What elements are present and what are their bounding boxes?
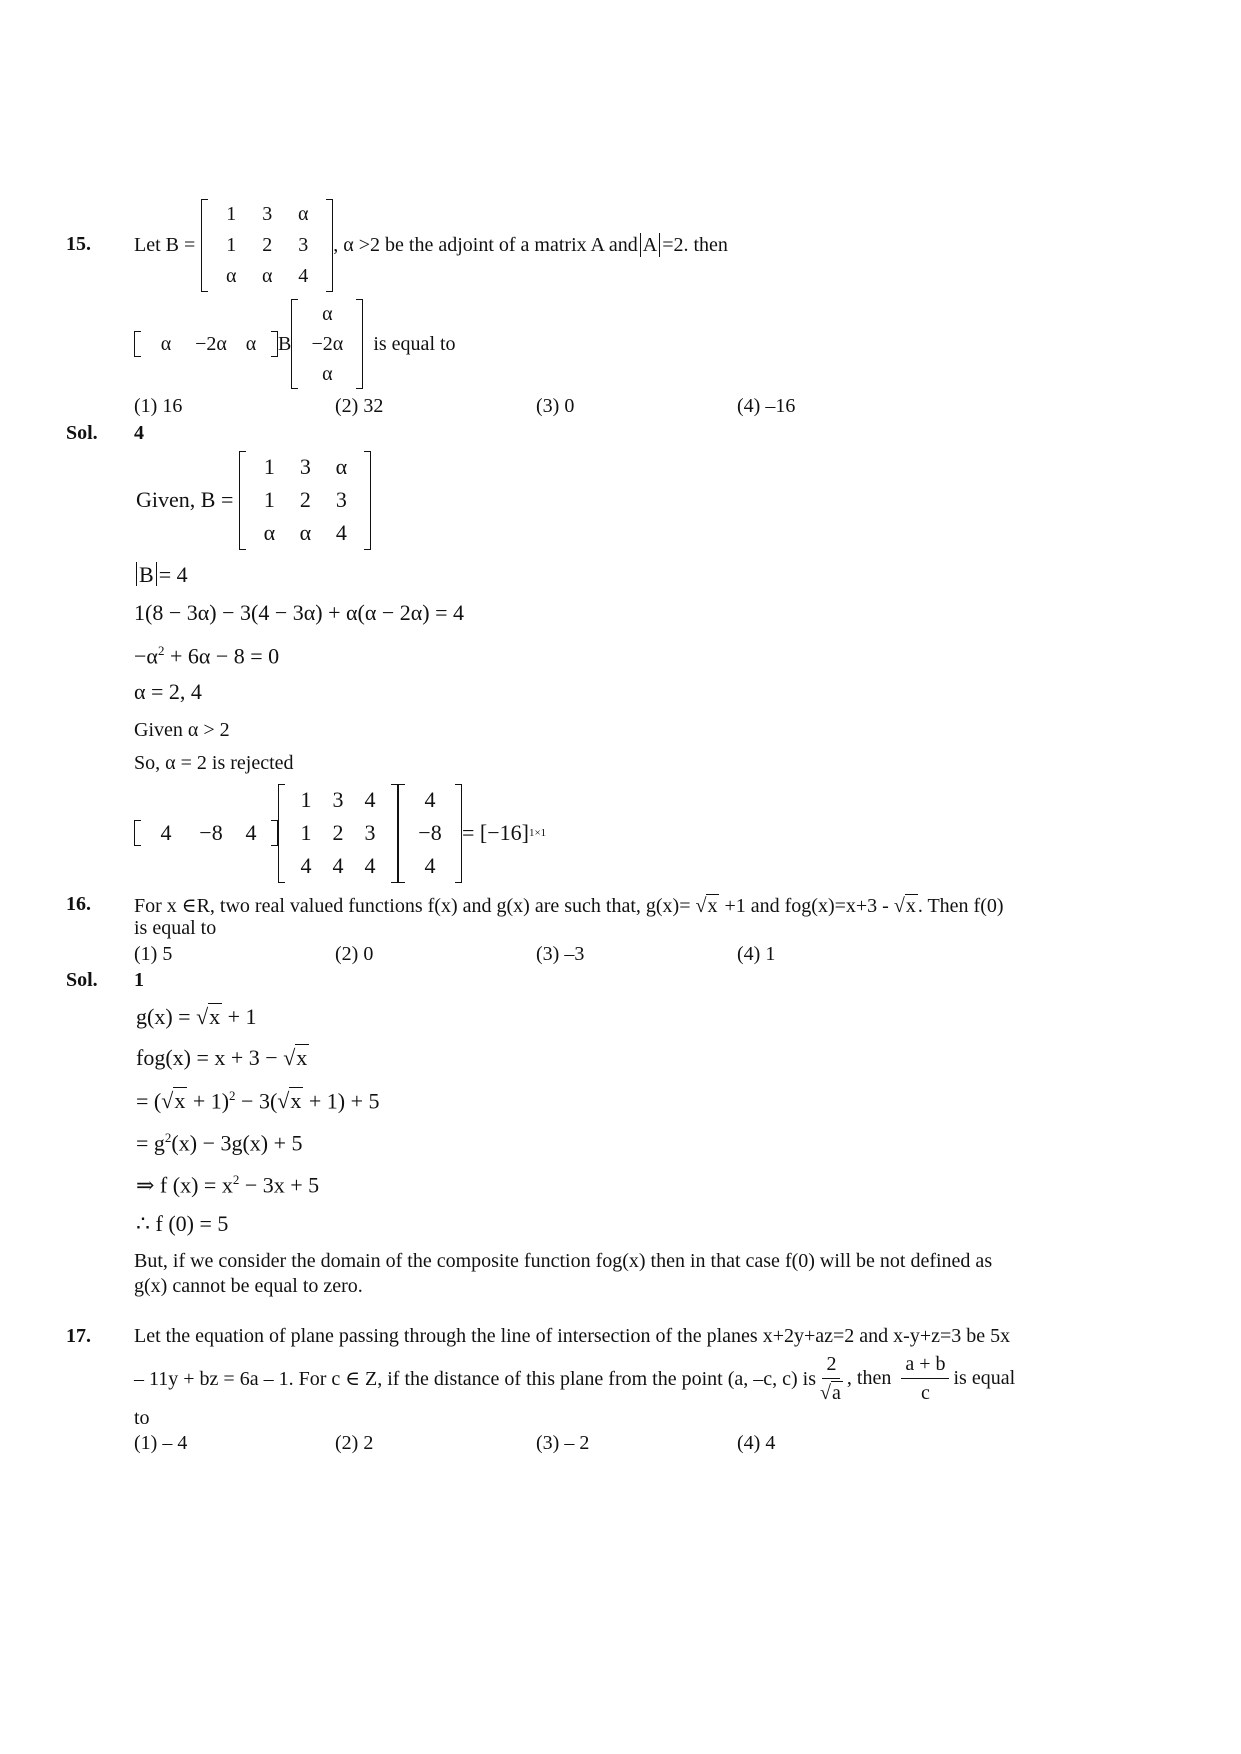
matrix-cell: 1: [263, 487, 275, 512]
solution-16-line-6: ∴ f (0) = 5: [136, 1211, 229, 1236]
solution-16-line-2: [136, 1045, 309, 1071]
column-vector-cell: α: [322, 302, 333, 325]
quadratic-exponent: 2: [157, 643, 165, 658]
exponent: 2: [232, 1172, 240, 1187]
expansion-line: 1(8 − 3α) − 3(4 − 3α) + α(α − 2α) = 4: [134, 600, 465, 625]
abs-a: A: [642, 233, 658, 256]
question-15-expression: [134, 298, 456, 390]
q16-text-b: +1 and fog(x)=x+3 -: [719, 895, 894, 917]
fraction-denominator: c: [920, 1381, 930, 1404]
matrix-cell: 2: [332, 820, 344, 845]
q17-line2-a: – 11y + bz = 6a – 1. For c ∈ Z, if the distance of this plane from the point (a, –c, c) is: [134, 1367, 817, 1390]
question-15-number: 15.: [66, 233, 91, 255]
question-16-option-2: (2) 0: [335, 943, 374, 965]
solution-16-answer: 1: [134, 969, 144, 991]
l3-d: + 1) + 5: [303, 1088, 380, 1114]
l5-a: ⇒ f (x) = x: [136, 1172, 233, 1198]
matrix-cell: 3: [364, 820, 376, 845]
row-vector-cell: 4: [245, 820, 257, 845]
column-vector-cell: 4: [424, 787, 436, 812]
matrix-cell: 1: [226, 233, 237, 256]
row-vector: [134, 331, 278, 357]
row-vector-cell: α: [160, 332, 172, 355]
abs-bar-right: [659, 233, 660, 257]
det-value: = 4: [158, 562, 188, 587]
ratio-fraction: [897, 1350, 953, 1407]
det-bar-right: [156, 562, 157, 586]
l4-b: (x) − 3g(x) + 5: [171, 1130, 303, 1156]
distance-fraction: [816, 1350, 847, 1407]
final-column-vector: [398, 784, 462, 883]
question-15-option-3: (3) 0: [536, 395, 575, 417]
question-15-statement: [134, 198, 728, 292]
matrix-cell: 3: [298, 233, 309, 256]
matrix-cell: 2: [262, 233, 273, 256]
question-17-option-1: (1) – 4: [134, 1432, 188, 1454]
matrix-cell: 1: [226, 202, 237, 225]
solution-16-note-line-1: But, if we consider the domain of the composite function fog(x) then in that case f(0) will be not defined as: [134, 1250, 993, 1272]
column-vector: [291, 299, 363, 389]
final-row-vector: [134, 820, 278, 846]
sqrt-x: √x: [161, 1088, 186, 1114]
sqrt-x: √x: [893, 895, 916, 917]
sqrt-radicand: x: [174, 1088, 186, 1114]
sqrt-radicand: x: [905, 895, 916, 917]
question-17-line-3: to: [134, 1407, 150, 1429]
solution-15-given-b: [136, 450, 371, 550]
solution-16-note-line-2: g(x) cannot be equal to zero.: [134, 1275, 363, 1297]
q17-line2-b: , then: [846, 1366, 892, 1389]
matrix-cell: α: [335, 454, 348, 479]
question-17-option-2: (2) 2: [335, 1432, 374, 1454]
l3-a: = (: [136, 1088, 162, 1114]
l1-b: + 1: [222, 1004, 257, 1029]
final-result-subscript: 1×1: [528, 827, 547, 839]
fraction-numerator: 2: [822, 1350, 840, 1379]
is-equal-to-text: is equal to: [373, 332, 456, 355]
column-vector-cell: −8: [418, 820, 442, 845]
solution-matrix-b: [239, 451, 371, 550]
sqrt-a: √a: [820, 1381, 841, 1404]
q16-text-a: For x ∈R, two real valued functions f(x) and g(x) are such that, g(x)=: [134, 895, 696, 917]
abs-bar-left: [640, 233, 641, 257]
roots-line: α = 2, 4: [134, 679, 202, 704]
matrix-cell: 3: [262, 202, 273, 225]
det-b: B: [139, 562, 154, 587]
matrix-cell: 4: [364, 787, 376, 812]
solution-16-line-5: [136, 1172, 319, 1198]
row-vector-cell: 4: [160, 820, 172, 845]
question-16-option-4: (4) 1: [737, 943, 776, 965]
let-text: Let B =: [134, 233, 196, 256]
l3-b: + 1): [187, 1088, 230, 1114]
matrix-cell: 2: [299, 487, 311, 512]
question-16-line-1: [134, 893, 1004, 918]
row-vector-cell: −2α: [195, 332, 227, 355]
question-15-option-1: (1) 16: [134, 395, 183, 417]
matrix-cell: α: [263, 520, 276, 545]
question-16-option-3: (3) –3: [536, 943, 585, 965]
rejected-line: So, α = 2 is rejected: [134, 752, 294, 774]
solution-15-label: Sol.: [66, 422, 98, 444]
solution-15-answer: 4: [134, 422, 144, 444]
solution-16-line-4: [136, 1130, 303, 1156]
question-15-option-4: (4) –16: [737, 395, 796, 417]
sqrt-x: √x: [196, 1004, 221, 1029]
q17-line2-c: is equal: [953, 1366, 1016, 1389]
matrix-b: [201, 199, 333, 292]
l2-a: fog(x) = x + 3 −: [136, 1045, 284, 1070]
determinant-b-line: [134, 562, 188, 588]
solution-16-line-1: [136, 1004, 257, 1030]
sqrt-x: √x: [277, 1088, 302, 1114]
column-vector-cell: −2α: [311, 332, 344, 355]
matrix-cell: 1: [263, 454, 275, 479]
matrix-cell: α: [298, 202, 309, 225]
b-letter: B: [278, 332, 292, 355]
fraction-numerator: a + b: [901, 1350, 949, 1379]
column-vector-cell: α: [322, 362, 333, 385]
question-16-number: 16.: [66, 893, 91, 915]
matrix-cell: 4: [298, 264, 309, 287]
matrix-cell: 3: [335, 487, 347, 512]
matrix-cell: 4: [364, 853, 376, 878]
question-17-number: 17.: [66, 1325, 91, 1347]
quadratic-b: + 6α − 8 = 0: [164, 643, 280, 669]
sqrt-x: √x: [695, 895, 718, 917]
sqrt-radicand: a: [832, 1381, 841, 1404]
quadratic-line: [134, 643, 279, 669]
question-17-option-4: (4) 4: [737, 1432, 776, 1454]
l5-b: − 3x + 5: [239, 1172, 320, 1198]
quadratic-a: −α: [134, 643, 158, 669]
matrix-cell: 1: [300, 820, 312, 845]
matrix-cell: 1: [300, 787, 312, 812]
q16-text-c: . Then f(0): [917, 895, 1004, 917]
final-product-line: [134, 783, 546, 883]
row-vector-cell: α: [245, 332, 257, 355]
final-matrix: [278, 784, 398, 883]
matrix-cell: α: [262, 264, 273, 287]
matrix-cell: 3: [332, 787, 344, 812]
matrix-cell: 4: [332, 853, 344, 878]
solution-16-line-3: [136, 1088, 380, 1114]
final-result: = [−16]: [462, 820, 529, 845]
matrix-cell: 3: [299, 454, 311, 479]
matrix-cell: 4: [335, 520, 347, 545]
row-vector-cell: −8: [199, 820, 223, 845]
matrix-cell: 4: [300, 853, 312, 878]
question-17-option-3: (3) – 2: [536, 1432, 590, 1454]
given-b-text: Given, B =: [136, 487, 234, 512]
sqrt-radicand: x: [290, 1088, 302, 1114]
statement-after: , α >2 be the adjoint of a matrix A and: [333, 233, 638, 256]
l4-a: = g: [136, 1130, 165, 1156]
matrix-cell: α: [299, 520, 312, 545]
sqrt-radicand: x: [209, 1004, 221, 1029]
l3-c: − 3(: [235, 1088, 278, 1114]
exponent: 2: [229, 1088, 236, 1103]
sqrt-radicand: x: [296, 1045, 308, 1070]
sqrt-x: √x: [283, 1045, 308, 1070]
given-condition-line: Given α > 2: [134, 719, 230, 741]
solution-16-label: Sol.: [66, 969, 98, 991]
column-vector-cell: 4: [424, 853, 436, 878]
l1-a: g(x) =: [136, 1004, 197, 1029]
sqrt-radicand: x: [707, 895, 718, 917]
question-16-line-2: is equal to: [134, 917, 217, 939]
det-bar-left: [136, 562, 137, 586]
exponent: 2: [164, 1130, 172, 1145]
statement-end: =2. then: [662, 233, 728, 256]
question-15-option-2: (2) 32: [335, 395, 384, 417]
fraction-denominator: [820, 1379, 843, 1407]
matrix-cell: α: [226, 264, 237, 287]
question-17-line-2: [134, 1348, 1015, 1408]
question-17-line-1: Let the equation of plane passing through the line of intersection of the planes x+2y+az=2 and x-y+z=3 be 5x: [134, 1325, 1011, 1347]
question-16-option-1: (1) 5: [134, 943, 173, 965]
